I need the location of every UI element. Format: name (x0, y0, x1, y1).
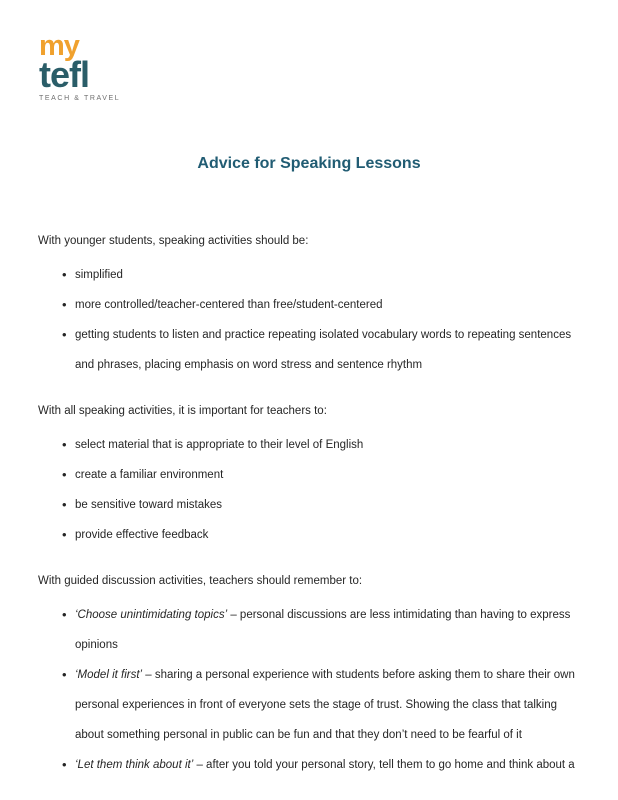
mytefl-logo (39, 30, 121, 102)
list-item (75, 660, 580, 750)
bullet-text: – after you told your personal story, tell them to go home and think about a (193, 759, 575, 771)
list-item (75, 430, 580, 460)
document-body (38, 226, 580, 796)
bullet-text: provide effective feedback (75, 529, 209, 541)
bullet-list-all-activities (38, 430, 580, 550)
bullet-text: be sensitive toward mistakes (75, 499, 223, 511)
section-intro-guided-discussion: With guided discussion activities, teachers should remember to: (38, 575, 363, 587)
list-item (75, 750, 580, 780)
bullet-lead-italic: ‘Let them think about it’ (75, 759, 194, 771)
bullet-text: – sharing a personal experience with students before asking them to share their own personal experiences in front of everyone sets the stage of trust. Showing the class that talking about something personal in public can be fun and that they don’t need to be fearful of it (75, 669, 575, 741)
list-item (75, 520, 580, 550)
section-intro-younger-students: With younger students, speaking activities should be: (38, 235, 309, 247)
bullet-text: more controlled/teacher-centered than free/student-centered (75, 299, 383, 311)
bullet-text: – personal discussions are less intimidating than having to express opinions (75, 609, 571, 651)
bullet-text: select material that is appropriate to their level of English (75, 439, 364, 451)
bullet-list-guided-discussion (38, 600, 580, 780)
list-item (75, 260, 580, 290)
list-item (75, 600, 580, 660)
page-title: Advice for Speaking Lessons (197, 155, 421, 172)
bullet-text: simplified (75, 269, 123, 281)
list-item (75, 460, 580, 490)
list-item (75, 490, 580, 520)
list-item (75, 290, 580, 320)
logo-my-text: my (39, 30, 79, 62)
section-intro-all-activities: With all speaking activities, it is important for teachers to: (38, 405, 327, 417)
bullet-list-younger-students (38, 260, 580, 380)
bullet-text: create a familiar environment (75, 469, 224, 481)
logo-tagline: TEACH & TRAVEL (39, 95, 121, 102)
bullet-lead-italic: ‘Choose unintimidating topics’ (75, 609, 228, 621)
list-item (75, 320, 580, 380)
bullet-text: getting students to listen and practice repeating isolated vocabulary words to repeating sentences and phrases, placing emphasis on word stress and sentence rhythm (75, 329, 572, 371)
logo-tefl-text: tefl (39, 54, 89, 95)
bullet-lead-italic: ‘Model it first’ (75, 669, 143, 681)
